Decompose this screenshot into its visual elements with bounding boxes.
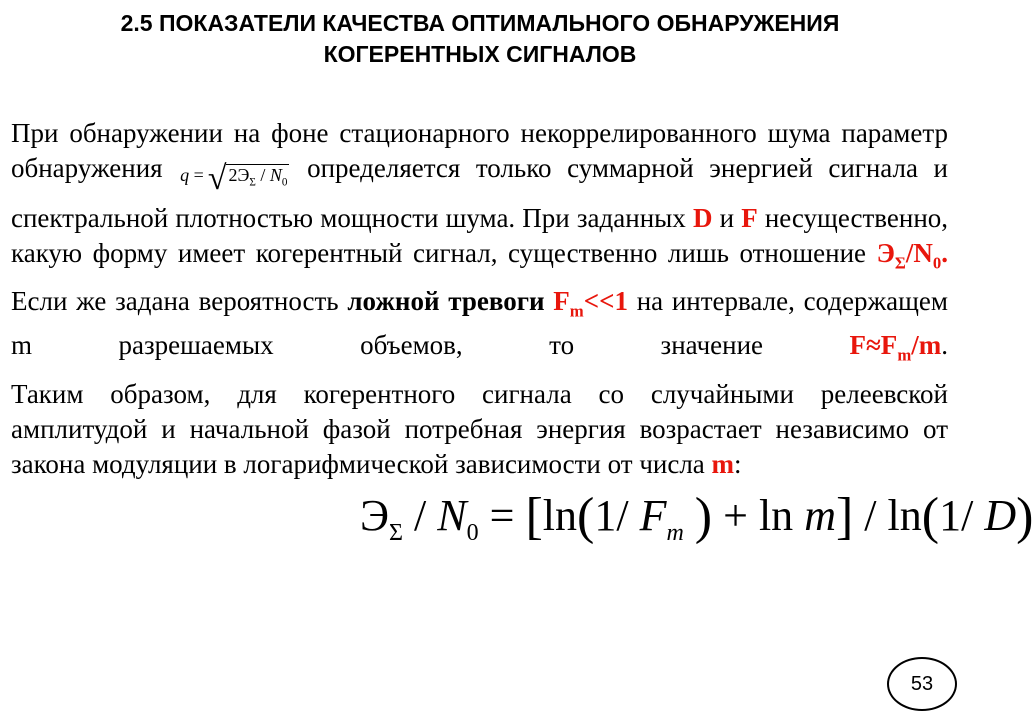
p1-text-1: При обнаружении на фоне стационарного некоррелированного шума параметр обнаружения [11,118,948,183]
sqrt-icon: √ [207,160,227,197]
bold-false-alarm: ложной тревоги [347,285,545,316]
formula-two: 2 [228,165,238,185]
p2-text-1: Если же задана вероятность [11,285,339,316]
f-approx-end: /m [911,330,942,361]
ratio-energy: Э [876,237,895,268]
formula-n: N [269,165,282,185]
bf-ln-3: ln [887,491,922,540]
bf-slash-4: / [961,491,974,540]
formula-sigma: Σ [249,176,256,189]
bf-left-bracket: [ [525,488,543,545]
bf-m: m [804,491,836,540]
bf-ln-2: ln [758,491,794,540]
p3-text-1: Таким образом, для когерентного сигнала со случайными релеевской амплитудой и начальной фазой потребная энергия возрастает независимо от закона модуляции в логарифмической зависимости от числа [11,378,948,479]
highlight-f-approx [849,330,942,365]
f-approx: F≈F [849,330,898,361]
detection-parameter-formula [180,158,289,201]
q-symbol: q [180,165,190,185]
bf-ln-1: ln [542,491,577,540]
bf-right-bracket: ] [835,488,854,545]
highlight-f: F [741,202,758,233]
ratio-sigma: Σ [894,252,906,272]
p1-text-2: определяется только суммарной энергией сигнала и спектральной плотностью мощности шума. При заданных [11,153,949,233]
highlight-ratio [876,237,948,272]
paragraph-1 [11,116,948,280]
highlight-d: D [692,202,713,233]
formula-equals: = [193,165,204,185]
bf-equals: = [489,491,515,540]
p3-colon: : [734,448,742,479]
energy-formula [360,488,1033,561]
formula-energy: Э [237,165,250,185]
bf-sigma: Σ [389,519,404,546]
bf-slash-1: / [414,491,427,540]
bf-energy: Э [360,491,390,540]
page-number: 53 [887,657,957,711]
body-text [11,116,948,482]
paragraph-2 [11,284,948,373]
f-approx-sub: m [897,345,912,365]
bf-right-paren-2: ) [1016,488,1033,545]
p2-text-2: на интервале, содержащем m разрешаемых объемов, то значение [11,285,948,361]
bf-one-2: 1 [939,491,962,540]
fm-sub: m [569,301,584,321]
highlight-fm [553,285,628,321]
title-line-2: КОГЕРЕНТНЫХ СИГНАЛОВ [323,41,637,67]
ratio-slash-n: /N [905,237,933,268]
p1-text-3: несущественно, какую форму имеет когерентный сигнал, существенно лишь отношение [11,202,949,268]
bf-left-paren-2: ( [921,488,940,545]
fm-f: F [553,285,570,316]
radicand [226,164,289,189]
bf-zero: 0 [466,519,479,546]
ratio-period: . [941,237,948,268]
highlight-m: m [711,448,735,479]
formula-slash: / [260,165,266,185]
bf-f: F [639,491,667,540]
bf-one-1: 1 [594,491,617,540]
bf-m-sub: m [666,519,684,546]
bf-plus: + [723,491,748,540]
formula-zero: 0 [281,176,288,189]
bf-slash-2: / [616,491,629,540]
page-title [0,8,960,70]
bf-d: D [984,491,1017,540]
bf-right-paren-1: ) [694,488,713,545]
fm-condition: <<1 [583,285,628,316]
p1-and: и [719,202,735,233]
paragraph-3 [11,377,948,482]
bf-left-paren-1: ( [577,488,595,545]
bf-n: N [437,491,467,540]
bf-slash-3: / [864,491,877,540]
title-line-1: 2.5 ПОКАЗАТЕЛИ КАЧЕСТВА ОПТИМАЛЬНОГО ОБНАРУЖЕНИЯ [120,10,840,36]
ratio-zero: 0 [932,252,942,272]
p2-period: . [941,330,949,361]
